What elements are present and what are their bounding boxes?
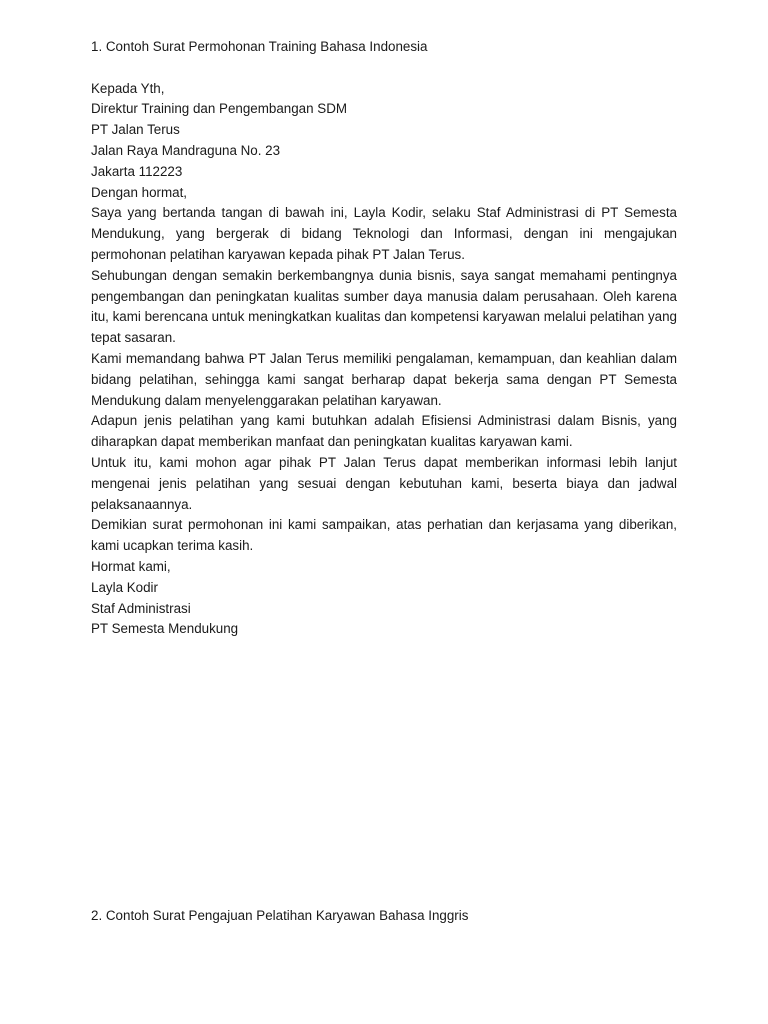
letter-body — [91, 37, 677, 640]
section-heading-2: 2. Contoh Surat Pengajuan Pelatihan Karyawan Bahasa Inggris — [91, 908, 469, 923]
greeting: Dengan hormat, — [91, 184, 188, 200]
signer-position: Staf Administrasi — [91, 600, 191, 616]
recipient-company: PT Jalan Terus — [91, 122, 180, 138]
recipient-salutation: Kepada Yth, — [91, 80, 165, 96]
paragraph: Adapun jenis pelatihan yang kami butuhkan adalah Efisiensi Administrasi dalam Bisnis, yang diharapkan dapat memberikan manfaat dan peningkatan kualitas karyawan kami. — [91, 413, 677, 450]
section-heading-1: 1. Contoh Surat Permohonan Training Bahasa Indonesia — [91, 39, 428, 54]
signer-name: Layla Kodir — [91, 579, 158, 595]
paragraph: Kami memandang bahwa PT Jalan Terus memiliki pengalaman, kemampuan, dan keahlian dalam bidang pelatihan, sehingga kami sangat berharap dapat bekerja sama dengan PT Semesta Mendukung dalam menyelenggarakan pelatihan karyawan. — [91, 350, 677, 408]
closing-valediction: Hormat kami, — [91, 558, 171, 574]
signer-company: PT Semesta Mendukung — [91, 621, 239, 637]
paragraph: Sehubungan dengan semakin berkembangnya dunia bisnis, saya sangat memahami pentingnya pengembangan dan peningkatan kualitas sumber daya manusia dalam perusahaan. Oleh karena itu, kami berencana untuk meningkatkan kualitas dan kompetensi karyawan melalui pelatihan yang tepat sasaran. — [91, 267, 677, 346]
recipient-title: Direktur Training dan Pengembangan SDM — [91, 101, 348, 117]
paragraph: Demikian surat permohonan ini kami sampaikan, atas perhatian dan kerjasama yang diberikan, kami ucapkan terima kasih. — [91, 517, 677, 554]
recipient-city: Jakarta 112223 — [91, 163, 183, 179]
recipient-street: Jalan Raya Mandraguna No. 23 — [91, 142, 281, 158]
paragraph: Untuk itu, kami mohon agar pihak PT Jalan Terus dapat memberikan informasi lebih lanjut mengenai jenis pelatihan yang sesuai dengan kebutuhan kami, beserta biaya dan jadwal pelaksanaannya. — [91, 454, 677, 512]
paragraph: Saya yang bertanda tangan di bawah ini, Layla Kodir, selaku Staf Administrasi di PT Semesta Mendukung, yang bergerak di bidang Teknologi dan Informasi, dengan ini mengajukan permohonan pelatihan karyawan kepada pihak PT Jalan Terus. — [91, 205, 677, 262]
